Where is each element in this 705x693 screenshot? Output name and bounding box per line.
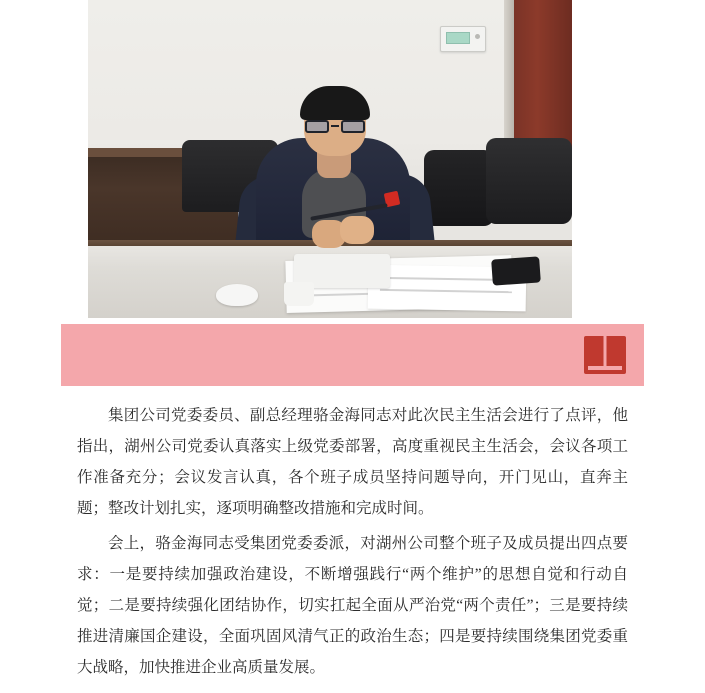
right-margin <box>644 0 705 613</box>
glasses-icon <box>304 120 366 134</box>
article-body <box>61 386 644 693</box>
thermostat-button <box>475 34 480 39</box>
thermostat-icon <box>440 26 486 52</box>
paragraph: 会上，骆金海同志受集团党委委派，对湖州公司整个班子及成员提出四点要求：一是要持续加强政治建设，不断增强践行“两个维护”的思想自觉和行动自觉；二是要持续强化团结协作，切实扛起全面从严治党“两个责任”；三是要持续推进清廉国企建设，全面巩固风清气正的政治生态；四是要持续围绕集团党委重大战略，加快推进企业高质量发展。 <box>77 535 628 676</box>
meeting-photo <box>88 0 572 318</box>
paper-text-line <box>380 277 500 281</box>
microphone-icon <box>216 284 258 306</box>
section-header-band <box>61 324 644 386</box>
glasses-left-lens <box>305 120 329 133</box>
glasses-right-lens <box>341 120 365 133</box>
glasses-bridge <box>331 125 339 127</box>
chair-right-far <box>424 150 494 226</box>
thermostat-screen <box>446 32 470 44</box>
paper-cup <box>284 282 314 306</box>
paragraph: 集团公司党委委员、副总经理骆金海同志对此次民主生活会进行了点评，他指出，湖州公司党委认真落实上级党委部署，高度重视民主生活会，会议各项工作准备充分；会议发言认真，各个班子成员坚持问题导向，开门见山，直奔主题；整改计划扎实，逐项明确整改措施和完成时间。 <box>77 407 628 517</box>
book-icon <box>584 336 626 374</box>
person-right-hand <box>340 216 374 244</box>
chair-right-near <box>486 138 572 224</box>
person-hair <box>300 86 370 120</box>
photo-scene <box>88 0 572 318</box>
book-icon-shape <box>584 336 626 374</box>
left-margin <box>0 0 61 613</box>
paper-text-line <box>380 289 512 293</box>
smartphone-icon <box>491 256 541 285</box>
